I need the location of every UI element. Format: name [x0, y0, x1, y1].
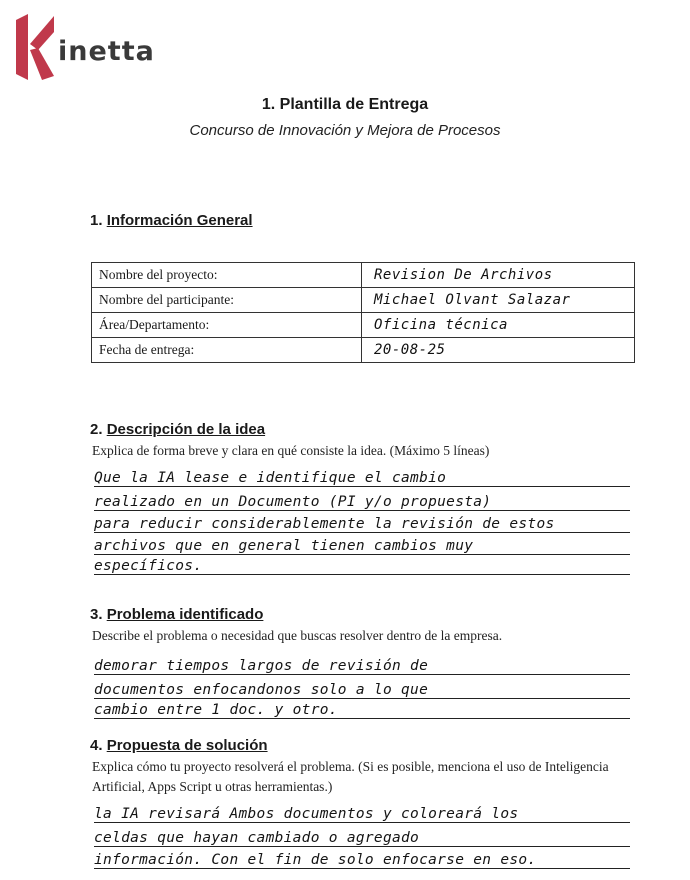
section-2-heading — [90, 421, 265, 438]
section-4-heading — [90, 737, 268, 754]
section-2-number: 2. — [90, 421, 107, 438]
delivery-date-label: Fecha de entrega: — [92, 338, 362, 363]
section-4-number: 4. — [90, 737, 107, 754]
table-row — [92, 338, 635, 363]
problem-line-2: documentos enfocandonos solo a lo que — [94, 682, 630, 699]
document-subtitle: Concurso de Innovación y Mejora de Procesos — [189, 122, 501, 139]
table-row — [92, 288, 635, 313]
idea-line-5: específicos. — [94, 558, 630, 575]
section-3-instructions: Describe el problema o necesidad que buscas resolver dentro de la empresa. — [92, 628, 503, 643]
section-4-title: Propuesta de solución — [106, 737, 268, 754]
project-name-value: Revision De Archivos — [362, 263, 635, 288]
solution-line-2: celdas que hayan cambiado o agregado — [94, 830, 630, 847]
section-2-title: Descripción de la idea — [106, 421, 266, 438]
problem-line-3: cambio entre 1 doc. y otro. — [94, 702, 630, 719]
idea-line-1: Que la IA lease e identifique el cambio — [94, 470, 630, 487]
section-1-number: 1. — [90, 212, 107, 229]
logo-wordmark: inetta — [58, 36, 155, 67]
kinetta-logo — [14, 14, 154, 84]
section-1-title: Información General — [106, 212, 253, 229]
general-info-table — [91, 262, 635, 363]
table-row — [92, 313, 635, 338]
department-value: Oficina técnica — [362, 313, 635, 338]
solution-line-3: información. Con el fin de solo enfocarse en eso. — [94, 852, 630, 869]
delivery-date-value: 20-08-25 — [362, 338, 635, 363]
section-2-instructions: Explica de forma breve y clara en qué consiste la idea. (Máximo 5 líneas) — [92, 443, 490, 458]
participant-name-label: Nombre del participante: — [92, 288, 362, 313]
section-3-number: 3. — [90, 606, 107, 623]
solution-line-1: la IA revisará Ambos documentos y coloreará los — [94, 806, 630, 823]
idea-line-4: archivos que en general tienen cambios muy — [94, 538, 630, 555]
table-row — [92, 263, 635, 288]
section-3-heading — [90, 606, 263, 623]
section-1-heading — [90, 212, 253, 229]
document-title: 1. Plantilla de Entrega — [261, 96, 429, 113]
section-3-title: Problema identificado — [106, 606, 264, 623]
idea-line-3: para reducir considerablemente la revisión de estos — [94, 516, 630, 533]
participant-name-value: Michael Olvant Salazar — [362, 288, 635, 313]
problem-line-1: demorar tiempos largos de revisión de — [94, 658, 630, 675]
kinetta-logo-mark — [14, 14, 58, 80]
department-label: Área/Departamento: — [92, 313, 362, 338]
project-name-label: Nombre del proyecto: — [92, 263, 362, 288]
section-4-instructions: Explica cómo tu proyecto resolverá el problema. (Si es posible, menciona el uso de Inteligencia Artificial, Apps Script u otras herramientas.) — [92, 759, 609, 794]
idea-line-2: realizado en un Documento (PI y/o propuesta) — [94, 494, 630, 511]
